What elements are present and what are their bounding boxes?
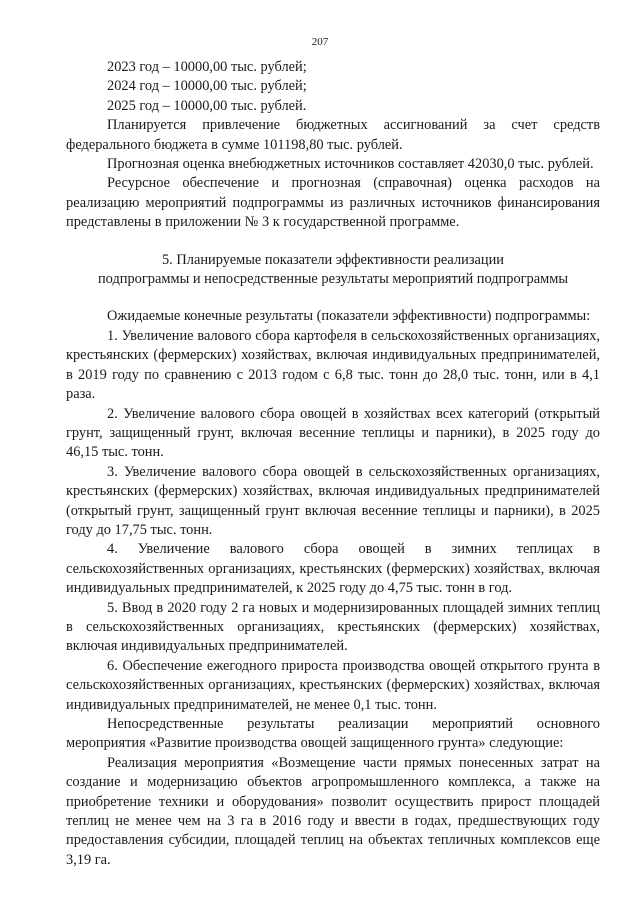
section-heading-line-2: подпрограммы и непосредственные результаты мероприятий подпрограммы: [97, 271, 569, 288]
paragraph-federal-budget: Планируется привлечение бюджетных ассигнований за счет средств федерального бюджета в сумме 101198,80 тыс. рублей.: [66, 117, 600, 153]
paragraph-expected-results: Ожидаемые конечные результаты (показатели эффективности) подпрограммы:: [107, 308, 591, 325]
paragraph-measure-implementation: Реализация мероприятия «Возмещение части прямых понесенных затрат на создание и модернизацию объектов агропромышленного комплекса, а также на приобретение техники и оборудования» позволит осуществить прирост площадей теплиц не менее чем на 3 га в 2016 году и ввести в годах, предшествующих году предоставления субсидии, площадей теплиц на объектах тепличных комплексов еще 3,19 га.: [66, 754, 600, 868]
paragraph-result-1: 1. Увеличение валового сбора картофеля в сельскохозяйственных организациях, крестьянских (фермерских) хозяйствах, включая индивидуальных предпринимателей, в 2019 году по сравнению с 2013 годом с 6,8 тыс. тонн до 28,0 тыс. тонн, или в 4,1 раза.: [66, 327, 600, 403]
paragraph-result-5: 5. Ввод в 2020 году 2 га новых и модернизированных площадей зимних теплиц в сельскохозяйственных организациях, крестьянских (фермерских) хозяйствах, включая индивидуальных предпринимателей.: [66, 599, 600, 655]
paragraph-extrabudgetary: Прогнозная оценка внебюджетных источников составляет 42030,0 тыс. рублей.: [107, 156, 594, 173]
paragraph-year-2025: 2025 год – 10000,00 тыс. рублей.: [107, 97, 307, 114]
paragraph-result-2: 2. Увеличение валового сбора овощей в хозяйствах всех категорий (открытый грунт, защищенный грунт, включая весенние теплицы и парники), в 2025 году до 46,15 тыс. тонн.: [66, 405, 600, 461]
paragraph-result-4: 4. Увеличение валового сбора овощей в зимних теплицах в сельскохозяйственных организациях, крестьянских (фермерских) хозяйствах, включая индивидуальных предпринимателей, к 2025 году до 4,75 тыс. тонн в год.: [66, 541, 600, 597]
paragraph-year-2024: 2024 год – 10000,00 тыс. рублей;: [107, 78, 307, 95]
section-heading-line-1: 5. Планируемые показатели эффективности реализации: [161, 251, 505, 268]
paragraph-direct-results: Непосредственные результаты реализации мероприятий основного мероприятия «Развитие производства овощей защищенного грунта» следующие:: [66, 716, 600, 752]
paragraph-year-2023: 2023 год – 10000,00 тыс. рублей;: [107, 59, 307, 75]
section-heading: [66, 233, 600, 308]
page-content: [66, 58, 600, 870]
page-number: 207: [311, 36, 329, 48]
paragraph-result-3: 3. Увеличение валового сбора овощей в сельскохозяйственных организациях, крестьянских (фермерских) хозяйствах, включая индивидуальных предпринимателей (открытый грунт, защищенный грунт включая весенние теплицы и парники), в 2025 году до 17,75 тыс. тонн.: [66, 463, 600, 538]
paragraph-result-6: 6. Обеспечение ежегодного прироста производства овощей открытого грунта в сельскохозяйственных организациях, крестьянских (фермерских) хозяйствах, включая индивидуальных предпринимателей, не менее 0,1 тыс. тонн.: [66, 657, 600, 713]
paragraph-resource-provision: Ресурсное обеспечение и прогнозная (справочная) оценка расходов на реализацию мероприятий подпрограммы из различных источников финансирования представлены в приложении № 3 к государственной программе.: [66, 175, 600, 231]
